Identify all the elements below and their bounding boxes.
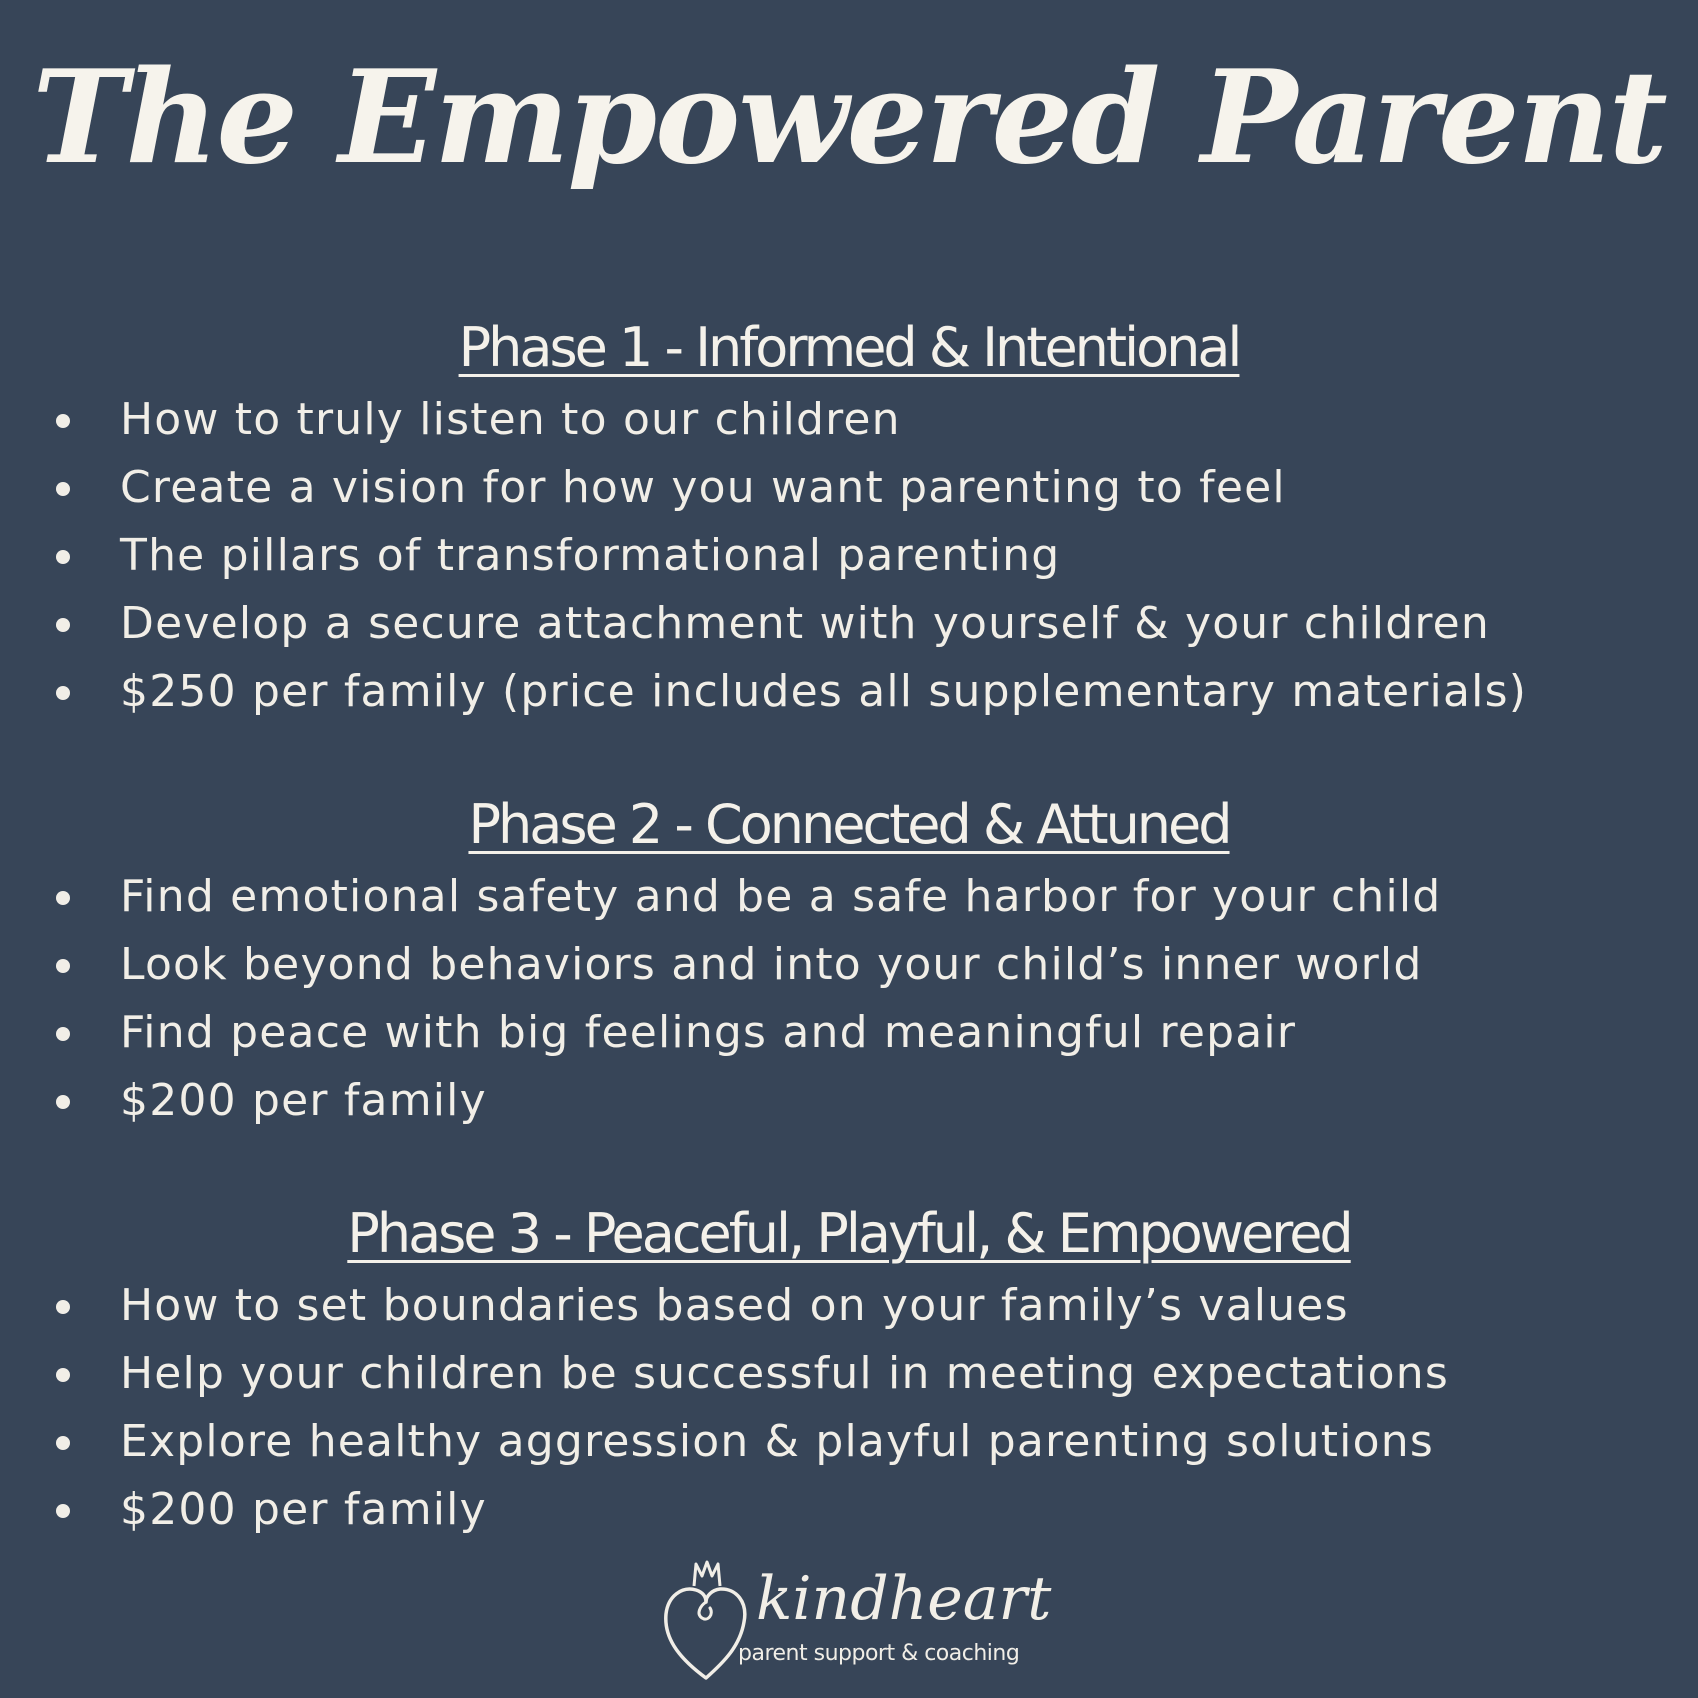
- price-item: $200 per family: [0, 1067, 1698, 1135]
- phase-3-heading: Phase 3 - Peaceful, Playful, & Empowered: [347, 1202, 1351, 1265]
- phase-1-heading: Phase 1 - Informed & Intentional: [458, 316, 1240, 379]
- list-item: Look beyond behaviors and into your child’s inner world: [0, 931, 1698, 999]
- bullet-dot: [56, 482, 70, 496]
- kindheart-logo: [656, 1556, 1076, 1686]
- bullet-dot: [56, 891, 70, 905]
- list-item: The pillars of transformational parenting: [0, 522, 1698, 590]
- bullet-dot: [56, 1095, 70, 1109]
- phase-2-heading: Phase 2 - Connected & Attuned: [468, 793, 1230, 856]
- phase-3-section: [0, 1196, 1698, 1544]
- phase-2-list: [0, 863, 1698, 1135]
- bullet-dot: [56, 1436, 70, 1450]
- list-item: Develop a secure attachment with yourself & your children: [0, 590, 1698, 658]
- phase-1-list: [0, 386, 1698, 726]
- bullet-dot: [56, 550, 70, 564]
- list-item: How to truly listen to our children: [0, 386, 1698, 454]
- bullet-dot: [56, 1504, 70, 1518]
- bullet-dot: [56, 414, 70, 428]
- phase-2-section: [0, 787, 1698, 1135]
- bullet-dot: [56, 686, 70, 700]
- bullet-dot: [56, 959, 70, 973]
- phase-1-section: [0, 310, 1698, 726]
- bullet-dot: [56, 1027, 70, 1041]
- list-item: How to set boundaries based on your family’s values: [0, 1272, 1698, 1340]
- list-item: Help your children be successful in meeting expectations: [0, 1340, 1698, 1408]
- price-item: $200 per family: [0, 1476, 1698, 1544]
- list-item: Find emotional safety and be a safe harbor for your child: [0, 863, 1698, 931]
- bullet-dot: [56, 1300, 70, 1314]
- poster-title: The Empowered Parent: [32, 43, 1666, 193]
- list-item: Find peace with big feelings and meaningful repair: [0, 999, 1698, 1067]
- phase-3-list: [0, 1272, 1698, 1544]
- bullet-dot: [56, 1368, 70, 1382]
- logo-wordmark: kindheart: [756, 1564, 1052, 1634]
- list-item: Create a vision for how you want parenting to feel: [0, 454, 1698, 522]
- price-item: $250 per family (price includes all supplementary materials): [0, 658, 1698, 726]
- logo-tagline: parent support & coaching: [738, 1641, 1020, 1666]
- list-item: Explore healthy aggression & playful parenting solutions: [0, 1408, 1698, 1476]
- bullet-dot: [56, 618, 70, 632]
